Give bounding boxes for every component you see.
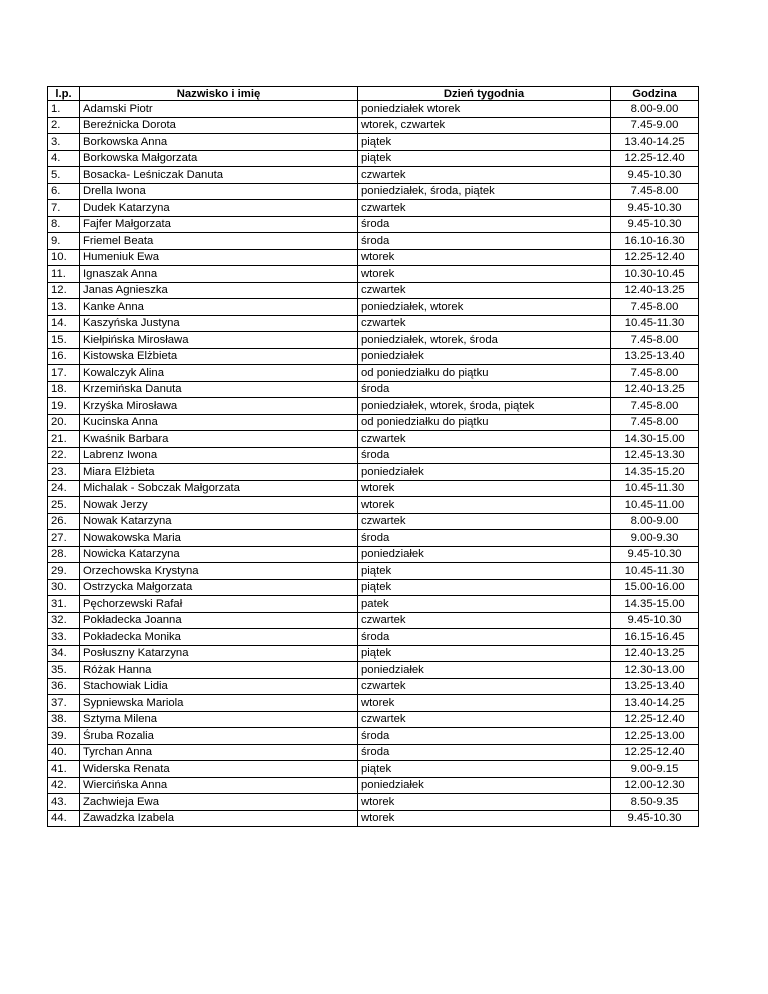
cell-lp: 41. <box>48 761 80 778</box>
cell-day: środa <box>358 629 611 646</box>
cell-lp: 3. <box>48 134 80 151</box>
cell-day: środa <box>358 447 611 464</box>
cell-name: Krzyśka Mirosława <box>80 398 358 415</box>
cell-name: Janas Agnieszka <box>80 282 358 299</box>
cell-day: czwartek <box>358 315 611 332</box>
cell-name: Kaszyńska Justyna <box>80 315 358 332</box>
table-row <box>48 365 699 382</box>
cell-hour: 7.45-8.00 <box>611 299 699 316</box>
cell-name: Fajfer Małgorzata <box>80 216 358 233</box>
cell-hour: 13.25-13.40 <box>611 678 699 695</box>
table-row <box>48 431 699 448</box>
cell-hour: 12.40-13.25 <box>611 645 699 662</box>
cell-day: piątek <box>358 579 611 596</box>
cell-name: Stachowiak Lidia <box>80 678 358 695</box>
cell-lp: 20. <box>48 414 80 431</box>
cell-lp: 12. <box>48 282 80 299</box>
cell-lp: 38. <box>48 711 80 728</box>
cell-lp: 10. <box>48 249 80 266</box>
table-row <box>48 134 699 151</box>
cell-name: Śruba Rozalia <box>80 728 358 745</box>
cell-day: od poniedziałku do piątku <box>358 414 611 431</box>
cell-name: Kwaśnik Barbara <box>80 431 358 448</box>
cell-lp: 30. <box>48 579 80 596</box>
cell-day: poniedziałek <box>358 777 611 794</box>
table-row <box>48 464 699 481</box>
cell-day: piątek <box>358 150 611 167</box>
cell-day: wtorek <box>358 794 611 811</box>
cell-day: czwartek <box>358 431 611 448</box>
cell-name: Pęchorzewski Rafał <box>80 596 358 613</box>
cell-name: Orzechowska Krystyna <box>80 563 358 580</box>
cell-hour: 15.00-16.00 <box>611 579 699 596</box>
cell-day: poniedziałek <box>358 662 611 679</box>
cell-name: Borkowska Małgorzata <box>80 150 358 167</box>
cell-name: Dudek Katarzyna <box>80 200 358 217</box>
cell-lp: 13. <box>48 299 80 316</box>
cell-lp: 6. <box>48 183 80 200</box>
cell-name: Pokładecka Monika <box>80 629 358 646</box>
cell-day: poniedziałek, wtorek, środa, piątek <box>358 398 611 415</box>
cell-day: czwartek <box>358 678 611 695</box>
cell-day: piątek <box>358 563 611 580</box>
table-row <box>48 645 699 662</box>
table-row <box>48 678 699 695</box>
cell-name: Sztyma Milena <box>80 711 358 728</box>
cell-lp: 23. <box>48 464 80 481</box>
cell-day: poniedziałek <box>358 464 611 481</box>
cell-name: Miara Elżbieta <box>80 464 358 481</box>
cell-hour: 16.15-16.45 <box>611 629 699 646</box>
cell-day: piątek <box>358 761 611 778</box>
table-row <box>48 216 699 233</box>
cell-lp: 26. <box>48 513 80 530</box>
cell-day: czwartek <box>358 513 611 530</box>
cell-day: wtorek <box>358 497 611 514</box>
cell-name: Różak Hanna <box>80 662 358 679</box>
table-row <box>48 596 699 613</box>
cell-day: wtorek, czwartek <box>358 117 611 134</box>
cell-day: wtorek <box>358 695 611 712</box>
table-row <box>48 579 699 596</box>
cell-day: poniedziałek, wtorek, środa <box>358 332 611 349</box>
cell-name: Pokładecka Joanna <box>80 612 358 629</box>
cell-name: Zachwieja Ewa <box>80 794 358 811</box>
cell-hour: 9.45-10.30 <box>611 612 699 629</box>
cell-hour: 10.45-11.00 <box>611 497 699 514</box>
table-body <box>48 101 699 827</box>
cell-lp: 5. <box>48 167 80 184</box>
cell-hour: 9.45-10.30 <box>611 167 699 184</box>
cell-hour: 9.00-9.30 <box>611 530 699 547</box>
table-row <box>48 282 699 299</box>
cell-hour: 14.30-15.00 <box>611 431 699 448</box>
cell-lp: 24. <box>48 480 80 497</box>
cell-hour: 12.40-13.25 <box>611 381 699 398</box>
cell-day: poniedziałek <box>358 546 611 563</box>
cell-name: Bereźnicka Dorota <box>80 117 358 134</box>
cell-day: czwartek <box>358 612 611 629</box>
table-row <box>48 777 699 794</box>
cell-hour: 12.45-13.30 <box>611 447 699 464</box>
table-row <box>48 299 699 316</box>
cell-lp: 7. <box>48 200 80 217</box>
cell-hour: 13.25-13.40 <box>611 348 699 365</box>
table-row <box>48 546 699 563</box>
table-row <box>48 101 699 118</box>
cell-name: Wiercińska Anna <box>80 777 358 794</box>
cell-hour: 12.25-12.40 <box>611 150 699 167</box>
cell-lp: 18. <box>48 381 80 398</box>
cell-hour: 7.45-9.00 <box>611 117 699 134</box>
cell-day: środa <box>358 233 611 250</box>
cell-name: Tyrchan Anna <box>80 744 358 761</box>
cell-hour: 12.25-12.40 <box>611 249 699 266</box>
cell-hour: 10.45-11.30 <box>611 315 699 332</box>
cell-day: środa <box>358 728 611 745</box>
table-row <box>48 563 699 580</box>
cell-name: Labrenz Iwona <box>80 447 358 464</box>
cell-lp: 29. <box>48 563 80 580</box>
cell-name: Krzemińska Danuta <box>80 381 358 398</box>
cell-name: Kanke Anna <box>80 299 358 316</box>
table-row <box>48 332 699 349</box>
cell-lp: 36. <box>48 678 80 695</box>
cell-day: wtorek <box>358 249 611 266</box>
cell-hour: 8.00-9.00 <box>611 513 699 530</box>
cell-hour: 12.25-12.40 <box>611 744 699 761</box>
cell-hour: 7.45-8.00 <box>611 414 699 431</box>
cell-name: Kucinska Anna <box>80 414 358 431</box>
cell-name: Kowalczyk Alina <box>80 365 358 382</box>
cell-lp: 1. <box>48 101 80 118</box>
cell-hour: 12.30-13.00 <box>611 662 699 679</box>
cell-day: wtorek <box>358 480 611 497</box>
cell-day: środa <box>358 744 611 761</box>
table-row <box>48 200 699 217</box>
cell-lp: 19. <box>48 398 80 415</box>
cell-name: Borkowska Anna <box>80 134 358 151</box>
cell-hour: 9.00-9.15 <box>611 761 699 778</box>
cell-hour: 8.00-9.00 <box>611 101 699 118</box>
cell-hour: 9.45-10.30 <box>611 200 699 217</box>
cell-hour: 12.40-13.25 <box>611 282 699 299</box>
cell-name: Drella Iwona <box>80 183 358 200</box>
header-hour: Godzina <box>611 87 699 101</box>
cell-lp: 9. <box>48 233 80 250</box>
cell-name: Humeniuk Ewa <box>80 249 358 266</box>
cell-lp: 16. <box>48 348 80 365</box>
cell-lp: 17. <box>48 365 80 382</box>
cell-day: wtorek <box>358 266 611 283</box>
cell-name: Michalak - Sobczak Małgorzata <box>80 480 358 497</box>
cell-day: poniedziałek, środa, piątek <box>358 183 611 200</box>
cell-hour: 10.45-11.30 <box>611 480 699 497</box>
header-day: Dzień tygodnia <box>358 87 611 101</box>
table-row <box>48 150 699 167</box>
cell-lp: 22. <box>48 447 80 464</box>
cell-hour: 7.45-8.00 <box>611 398 699 415</box>
cell-lp: 33. <box>48 629 80 646</box>
table-row <box>48 480 699 497</box>
cell-hour: 12.25-12.40 <box>611 711 699 728</box>
cell-day: poniedziałek wtorek <box>358 101 611 118</box>
cell-lp: 35. <box>48 662 80 679</box>
cell-day: poniedziałek <box>358 348 611 365</box>
table-row <box>48 612 699 629</box>
schedule-table <box>47 86 699 827</box>
cell-name: Friemel Beata <box>80 233 358 250</box>
cell-lp: 14. <box>48 315 80 332</box>
table-row <box>48 233 699 250</box>
cell-hour: 14.35-15.00 <box>611 596 699 613</box>
cell-day: czwartek <box>358 711 611 728</box>
cell-name: Bosacka- Leśniczak Danuta <box>80 167 358 184</box>
cell-hour: 9.45-10.30 <box>611 810 699 827</box>
cell-name: Sypniewska Mariola <box>80 695 358 712</box>
table-row <box>48 249 699 266</box>
cell-lp: 4. <box>48 150 80 167</box>
cell-lp: 28. <box>48 546 80 563</box>
cell-hour: 10.45-11.30 <box>611 563 699 580</box>
cell-day: patek <box>358 596 611 613</box>
cell-day: wtorek <box>358 810 611 827</box>
cell-day: piątek <box>358 134 611 151</box>
table-row <box>48 810 699 827</box>
table-row <box>48 117 699 134</box>
table-row <box>48 629 699 646</box>
cell-lp: 11. <box>48 266 80 283</box>
cell-day: środa <box>358 530 611 547</box>
table-row <box>48 167 699 184</box>
cell-day: środa <box>358 216 611 233</box>
header-row <box>48 87 699 101</box>
cell-name: Ostrzycka Małgorzata <box>80 579 358 596</box>
table-row <box>48 348 699 365</box>
table-row <box>48 530 699 547</box>
cell-name: Nowicka Katarzyna <box>80 546 358 563</box>
cell-lp: 15. <box>48 332 80 349</box>
cell-lp: 32. <box>48 612 80 629</box>
table-row <box>48 695 699 712</box>
cell-hour: 14.35-15.20 <box>611 464 699 481</box>
cell-hour: 7.45-8.00 <box>611 332 699 349</box>
table-row <box>48 744 699 761</box>
cell-lp: 39. <box>48 728 80 745</box>
cell-lp: 42. <box>48 777 80 794</box>
cell-lp: 27. <box>48 530 80 547</box>
cell-name: Nowak Jerzy <box>80 497 358 514</box>
cell-name: Nowakowska Maria <box>80 530 358 547</box>
cell-lp: 43. <box>48 794 80 811</box>
table-row <box>48 266 699 283</box>
cell-lp: 44. <box>48 810 80 827</box>
table-row <box>48 414 699 431</box>
table-row <box>48 711 699 728</box>
cell-day: czwartek <box>358 167 611 184</box>
cell-name: Kiełpińska Mirosława <box>80 332 358 349</box>
cell-hour: 16.10-16.30 <box>611 233 699 250</box>
header-name: Nazwisko i imię <box>80 87 358 101</box>
cell-hour: 9.45-10.30 <box>611 216 699 233</box>
table-row <box>48 497 699 514</box>
cell-lp: 31. <box>48 596 80 613</box>
table-row <box>48 761 699 778</box>
table-row <box>48 513 699 530</box>
header-lp: l.p. <box>48 87 80 101</box>
table-row <box>48 662 699 679</box>
cell-hour: 12.00-12.30 <box>611 777 699 794</box>
cell-day: od poniedziałku do piątku <box>358 365 611 382</box>
cell-hour: 13.40-14.25 <box>611 134 699 151</box>
cell-lp: 8. <box>48 216 80 233</box>
cell-hour: 8.50-9.35 <box>611 794 699 811</box>
cell-day: środa <box>358 381 611 398</box>
table-row <box>48 794 699 811</box>
cell-lp: 34. <box>48 645 80 662</box>
cell-hour: 10.30-10.45 <box>611 266 699 283</box>
cell-lp: 25. <box>48 497 80 514</box>
cell-hour: 12.25-13.00 <box>611 728 699 745</box>
table-row <box>48 447 699 464</box>
cell-day: czwartek <box>358 282 611 299</box>
cell-name: Zawadzka Izabela <box>80 810 358 827</box>
cell-day: piątek <box>358 645 611 662</box>
table-row <box>48 183 699 200</box>
table-row <box>48 315 699 332</box>
cell-name: Kistowska Elżbieta <box>80 348 358 365</box>
cell-lp: 2. <box>48 117 80 134</box>
cell-day: czwartek <box>358 200 611 217</box>
cell-name: Adamski Piotr <box>80 101 358 118</box>
cell-name: Widerska Renata <box>80 761 358 778</box>
cell-name: Nowak Katarzyna <box>80 513 358 530</box>
table-row <box>48 381 699 398</box>
table-row <box>48 728 699 745</box>
cell-lp: 37. <box>48 695 80 712</box>
cell-name: Posłuszny Katarzyna <box>80 645 358 662</box>
cell-hour: 13.40-14.25 <box>611 695 699 712</box>
cell-hour: 7.45-8.00 <box>611 365 699 382</box>
cell-lp: 40. <box>48 744 80 761</box>
table-row <box>48 398 699 415</box>
cell-hour: 9.45-10.30 <box>611 546 699 563</box>
cell-hour: 7.45-8.00 <box>611 183 699 200</box>
cell-name: Ignaszak Anna <box>80 266 358 283</box>
cell-day: poniedziałek, wtorek <box>358 299 611 316</box>
cell-lp: 21. <box>48 431 80 448</box>
